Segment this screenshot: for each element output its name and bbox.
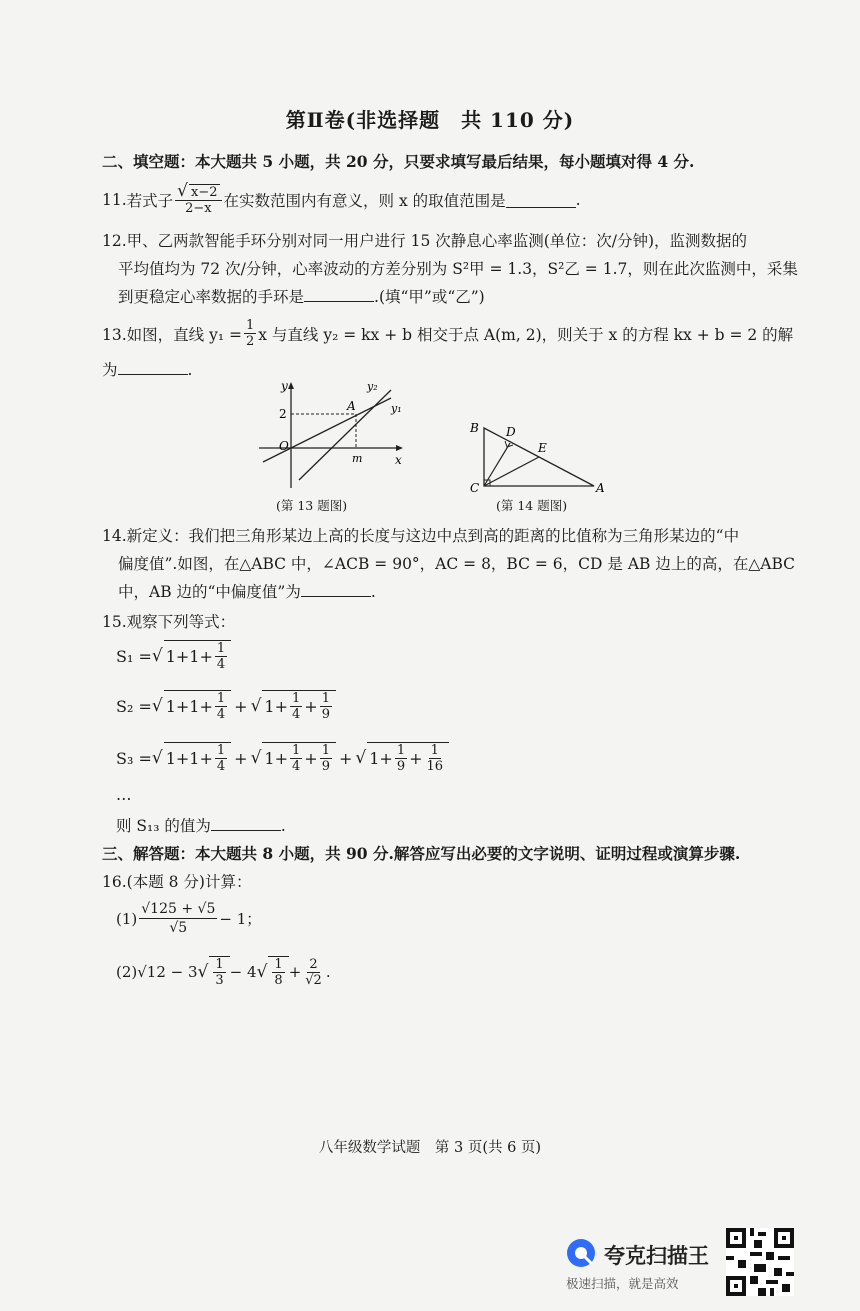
fig13-label-y: y — [281, 379, 288, 393]
fig13-label-a: A — [347, 399, 356, 413]
q15-ellipsis: … — [116, 786, 132, 804]
section-2-heading: 二、填空题：本大题共 5 小题，共 20 分，只要求填写最后结果，每小题填对得 4 分. — [102, 152, 695, 171]
q14-line-3: 中，AB 边的“中偏度值”为 . — [118, 583, 376, 601]
section-3-heading: 三、解答题：本大题共 8 小题，共 90 分.解答应写出必要的文字说明、证明过程或演算步骤. — [102, 844, 741, 863]
q11-post: 在实数范围内有意义，则 x 的取值范围是 — [223, 192, 506, 210]
fig13-label-y2: y₂ — [367, 380, 378, 393]
figure-13 — [255, 376, 415, 500]
page-footer: 八年级数学试题 第 3 页(共 6 页) — [318, 1140, 542, 1156]
q12-line-3: 到更稳定心率数据的手环是 .(填“甲”或“乙”) — [118, 288, 485, 306]
q15-heading: 15.观察下列等式： — [102, 613, 236, 631]
q15-equation-s1: S₁ = √ 1+1+ $\frac{1}{4}$ — [116, 640, 231, 672]
q15-equation-s3: S₃ = √ 1+1+ $\frac{1}{4}$ + √ 1+ $\frac{1}{4}$ + $\frac{1}{9}$ + √ 1+ $\frac{1}{9}$ + $\frac{1}{16}$ — [116, 742, 449, 774]
q15-answer-blank[interactable] — [211, 815, 281, 831]
q11-pre: 若式子 — [126, 192, 174, 210]
q11-frac-num: x−2 — [191, 185, 218, 200]
logo-name: 夸克扫描王 — [604, 1244, 709, 1268]
fig13-label-x: x — [395, 453, 402, 467]
fig13-label-origin: O — [279, 439, 289, 453]
fig14-label-c: C — [470, 481, 480, 495]
q13-fraction: $\frac{1}{2}$ — [245, 318, 255, 349]
qr-code-icon — [726, 1228, 794, 1296]
logo-slogan: 极速扫描，就是高效 — [566, 1276, 679, 1291]
q15-equation-s2: S₂ = √ 1+1+ $\frac{1}{4}$ + √ 1+ $\frac{1}{4}$ + $\frac{1}{9}$ — [116, 690, 336, 722]
q14-answer-blank[interactable] — [301, 581, 371, 597]
fig13-label-2: 2 — [279, 407, 287, 421]
fig13-line-y2 — [299, 390, 391, 480]
q12-answer-blank[interactable] — [304, 286, 374, 302]
q16-part-1: (1) $\frac{√125 + √5}{√5}$ − 1； — [116, 901, 262, 936]
fig13-caption: (第 13 题图) — [276, 498, 348, 513]
question-11: 11. 若式子 $\frac{√ x-2}{2-x}$ 在实数范围内有意义，则 x 的取值范围是 . — [102, 181, 581, 216]
q15-question: 则 S₁₃ 的值为 . — [116, 817, 286, 835]
quark-scanner-logo-icon — [566, 1238, 596, 1268]
fig14-label-b: B — [470, 421, 479, 435]
q14-line-1: 14.新定义：我们把三角形某边上高的长度与这边中点到高的距离的比值称为三角形某边的“中 — [102, 527, 740, 545]
q12-line-1: 12.甲、乙两款智能手环分别对同一用户进行 15 次静息心率监测(单位：次/分钟)，监测数据的 — [102, 232, 748, 250]
fig14-label-d: D — [506, 425, 516, 439]
q11-answer-blank[interactable] — [506, 192, 576, 208]
fig13-label-m: m — [352, 452, 363, 465]
q11-fraction: $\frac{√ x-2}{2-x}$ — [175, 184, 221, 216]
fig14-label-e: E — [538, 441, 547, 455]
q16-heading: 16.(本题 8 分)计算： — [102, 873, 252, 891]
q13-line-2: 为 . — [102, 361, 193, 379]
q14-line-2: 偏度值”.如图，在△ABC 中，∠ACB = 90°，AC = 8，BC = 6，CD 是 AB 边上的高，在△ABC — [118, 555, 795, 573]
q16-part-2: (2) √12 − 3 √ $\frac{1}{3}$ − 4 √ $\frac{1}{8}$ + $\frac{2}{√2}$ . — [116, 956, 331, 988]
fig14-label-a: A — [596, 481, 605, 495]
question-13: 13.如图，直线 y₁ = $\frac{1}{2}$ x 与直线 y₂ = kx + b 相交于点 A(m, 2)，则关于 x 的方程 kx + b = 2 的解 — [102, 318, 794, 349]
q13-answer-blank[interactable] — [118, 359, 188, 375]
page-title: 第Ⅱ卷(非选择题 共 110 分) — [285, 108, 575, 132]
q11-frac-den: 2−x — [185, 201, 212, 216]
fig13-label-y1: y₁ — [391, 402, 402, 415]
fig14-caption: (第 14 题图) — [496, 498, 568, 513]
q12-line-2: 平均值均为 72 次/分钟，心率波动的方差分别为 S²甲 = 1.3，S²乙 = 1.7，则在此次监测中，采集 — [118, 260, 798, 278]
q11-number: 11. — [102, 191, 127, 209]
figure-14 — [462, 414, 612, 496]
